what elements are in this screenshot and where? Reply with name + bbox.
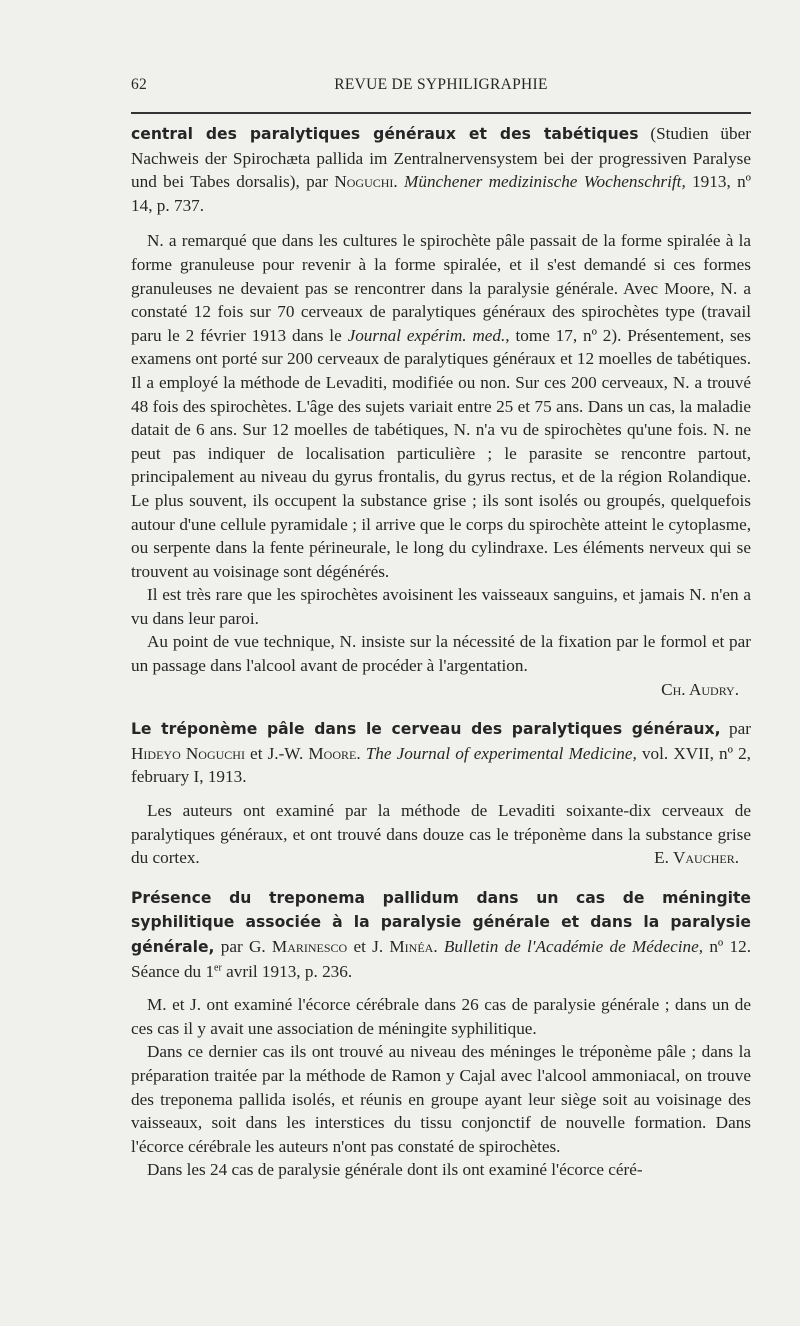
header-rule: [131, 112, 751, 114]
article1-title-paren: (Studien über Nachweis der Spirochæta pallida im Zentralnervensystem bei der progressiven Paralyse und bei Tabes dorsalis), par: [131, 124, 751, 192]
article2-citation: Le tréponème pâle dans le cerveau des paralytiques généraux, par Hideyo Noguchi et J.-W. Moore. The Journal of experimental Medicine, vol. XVII, nº 2, february I, 1913.: [131, 719, 751, 787]
article2-journal: The Journal of experimental Medicine,: [360, 743, 637, 763]
article1-author: Noguchi: [334, 172, 394, 192]
article2-author1: Hideyo Noguchi: [131, 743, 245, 763]
article3-citation: Présence du treponema pallidum dans un cas de méningite syphilitique associée à la paralysie générale et dans la paralysie générale, par G. Marinesco et J. Minéa. Bulletin de l'Académie de Médecine, nº 12. Séance du 1er avril 1913, p. 236.: [131, 888, 751, 981]
page-body: [131, 122, 751, 1182]
article1-paragraph-2: Il est très rare que les spirochètes avoisinent les vaisseaux sanguins, et jamais N. n'en a vu dans leur paroi.: [131, 585, 751, 628]
article3-journal: Bulletin de l'Académie de Médecine,: [437, 937, 704, 956]
article2-author2: J.-W. Moore.: [267, 743, 361, 763]
article1-journal: Münchener medizinische Wochenschrift,: [404, 172, 686, 192]
article1-citation: central des paralytiques généraux et des tabétiques (Studien über Nachweis der Spirochæta pallida im Zentralnervensystem bei der progressiven Paralyse und bei Tabes dorsalis), par Noguchi. Münchener medizinische Wochenschrift, 1913, nº 14, p. 737.: [131, 124, 751, 215]
article3-author1: G. Marinesco: [248, 937, 348, 956]
article1-paragraph-3: Au point de vue technique, N. insiste sur la nécessité de la fixation par le formol et par un passage dans l'alcool avant de procéder à l'argentation.: [131, 632, 751, 676]
article3-title: Présence du treponema pallidum dans un cas de méningite syphilitique associée à la paralysie générale et dans la paralysie générale,: [131, 888, 751, 956]
article1-citation-rest: 1913, nº 14, p. 737.: [131, 172, 751, 215]
article1-para1-journal: Journal expérim. med.,: [347, 325, 510, 345]
article1-title: central des paralytiques généraux et des tabétiques: [131, 125, 639, 143]
article2-title: Le tréponème pâle dans le cerveau des paralytiques généraux,: [131, 720, 721, 739]
running-header: [131, 76, 751, 100]
article3-paragraph-1: M. et J. ont examiné l'écorce cérébrale dans 26 cas de paralysie générale ; dans un de ces cas il y avait une association de méningite syphilitique.: [131, 995, 751, 1038]
article3-paragraph-2: Dans ce dernier cas ils ont trouvé au niveau des méninges le tréponème pâle ; dans la préparation traitée par la méthode de Ramon y Cajal avec l'alcool ammoniacal, on trouve des treponema pallida isolés, et réunis en groupe ayant leur siège soit au voisinage des vaisseaux, soit dans les interstices du tissu conjonctif de nouvelle formation. Dans l'écorce cérébrale les auteurs n'ont pas constaté de spirochètes.: [131, 1042, 751, 1156]
article2-paragraph-1: Les auteurs ont examiné par la méthode de Levaditi soixante-dix cerveaux de paralytiques généraux, et ont trouvé dans douze cas le tréponème dans la substance grise du cortex. E. Vaucher.: [131, 799, 751, 870]
article1-signature: Ch. Audry.: [661, 679, 739, 699]
page-number: 62: [131, 76, 148, 93]
article1-paragraph-1: N. a remarqué que dans les cultures le spirochète pâle passait de la forme spiralée à la forme granuleuse pour revenir à la forme spiralée, et il s'est demandé si ces formes granuleuses ne devaient pas se rencontrer dans la paralysie générale. Avec Moore, N. a constaté 12 fois sur 70 cerveaux de paralytiques généraux des spirochètes type (travail paru le 2 février 1913 dans le Journal expérim. med., tome 17, nº 2). Présentement, ses examens ont porté sur 200 cerveaux de paralytiques généraux et 12 moelles de tabétiques. Il a employé la méthode de Levaditi, modifiée ou non. Sur ces 200 cerveaux, N. a trouvé 48 fois des spirochètes. L'âge des sujets variait entre 25 et 75 ans. Dans un cas, la maladie datait de 6 ans. Sur 12 moelles de tabétiques, N. n'a vu de spirochètes qu'une fois. N. ne peut pas indiquer de localisation particulière ; le parasite se rencontre partout, principalement au niveau du gyrus frontalis, du gyrus rectus, et de la région Rolandique. Le plus souvent, ils occupent la substance grise ; ils sont isolés ou groupés, quelquefois autour d'une cellule pyramidale ; il arrive que le corps du spirochète atteint le cytoplasme, ou serpente dans la fente périneurale, le long du cylindraxe. Les éléments nerveux qui se trouvent au voisinage sont dégénérés.: [131, 231, 751, 581]
running-title: REVUE DE SYPHILIGRAPHIE: [334, 76, 548, 93]
article3-author2: J. Minéa.: [372, 937, 438, 956]
article3-paragraph-3: Dans les 24 cas de paralysie générale dont ils ont examiné l'écorce céré-: [147, 1160, 643, 1180]
article2-signature: E. Vaucher.: [654, 848, 739, 868]
